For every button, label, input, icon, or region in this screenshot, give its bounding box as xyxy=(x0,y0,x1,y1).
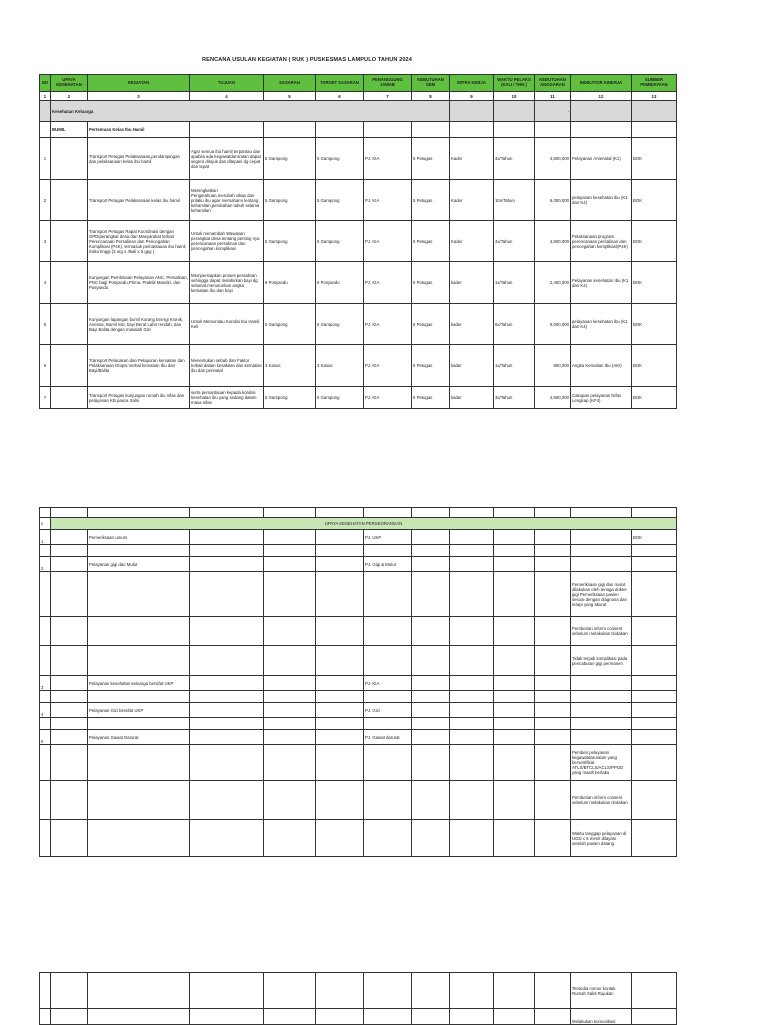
subsection-row xyxy=(40,122,677,138)
col-number: 7 xyxy=(364,92,412,101)
col-number: 5 xyxy=(264,92,316,101)
row-anggaran: 4,500,000 xyxy=(535,387,571,409)
table-row xyxy=(40,262,677,304)
row-pj: PJ. Gawat darurat xyxy=(364,730,412,745)
row-target: 5 Gampong xyxy=(316,180,364,221)
ukp-section-no: II xyxy=(40,518,51,530)
row-sasaran: 8 Posyandu xyxy=(264,262,316,304)
row-target: 5 Gampong xyxy=(316,387,364,409)
row-sumber: BOK xyxy=(632,138,677,180)
table-row xyxy=(40,304,677,345)
section-row xyxy=(40,101,677,122)
header-pj: PENANGGUNG JAWAB xyxy=(364,75,412,92)
row-target: 3 Kasus xyxy=(316,345,364,387)
row-anggaran: 6,000,000 xyxy=(535,180,571,221)
row-mitra: kader xyxy=(450,345,494,387)
row-mitra: kader xyxy=(450,304,494,345)
row-sdm: 5 Petugas xyxy=(412,387,450,409)
header-sumber: SUMBER PEMBIAYAAN xyxy=(632,75,677,92)
header-indikator: INDIKATOR KINERJA xyxy=(571,75,632,92)
ruk-main-table xyxy=(39,74,677,409)
header-sdm: KEBUTUHAN SDM xyxy=(412,75,450,92)
indicator-text: Pemberian inform consent sebelum melakukan tindakan xyxy=(571,781,632,820)
row-indikator: Pelaksanaan program perencanaan persalinan dan pencegahan komplikasi(P4K) xyxy=(571,221,632,262)
row-no: 1 xyxy=(40,138,51,180)
row-sasaran: 3 Kasus xyxy=(264,345,316,387)
row-target: 5 Gampong xyxy=(316,138,364,180)
row-sumber: BOK xyxy=(632,304,677,345)
col-number: 8 xyxy=(412,92,450,101)
row-indikator: Pelayanan kesehatan Ibu (K1 dan K4) xyxy=(571,262,632,304)
row-kegiatan: Pelayanan Gizi bersifat UKP xyxy=(88,703,190,718)
row-sdm: 5 Petugas xyxy=(412,138,450,180)
row-no: 4 xyxy=(40,703,51,718)
col-number: 2 xyxy=(51,92,88,101)
row-no: 5 xyxy=(40,730,51,745)
header-mitra: MITRA KERJA xyxy=(450,75,494,92)
row-pj: PJ. KIA xyxy=(364,221,412,262)
header-row xyxy=(40,75,677,92)
row-mitra: Kader xyxy=(450,138,494,180)
row-indikator: Pelayanan Antenatal (K1) xyxy=(571,138,632,180)
row-waktu: 10x/Tahun xyxy=(494,180,535,221)
header-target: TARGET SASARAN xyxy=(316,75,364,92)
row-waktu: 3x/Tahun xyxy=(494,387,535,409)
row-anggaran: 2,400,000 xyxy=(535,262,571,304)
row-kegiatan: Pelayanan kesehatan keluarga bersifat UKP xyxy=(88,676,190,691)
header-anggaran: KEBUTUHAN ANGGARAN xyxy=(535,75,571,92)
table-row xyxy=(40,138,677,180)
row-kegiatan: Pelayanan gigi dan Mulut xyxy=(88,557,190,572)
row-no: 6 xyxy=(40,345,51,387)
row-pj: PJ. KIA xyxy=(364,262,412,304)
header-upaya: UPAYA KESEHATAN xyxy=(51,75,88,92)
row-mitra: Kader xyxy=(450,221,494,262)
section-label: Kesehatan Keluarga xyxy=(51,101,450,122)
row-sumber: BOK xyxy=(632,180,677,221)
row-pj: PJ. KIA xyxy=(364,345,412,387)
row-pj: PJ. KIA xyxy=(364,387,412,409)
row-pj: PJ. KIA xyxy=(364,304,412,345)
row-sdm: 5 Petugas xyxy=(412,345,450,387)
subsection-label: Pertemuan Kelas Ibu Hamil xyxy=(88,122,190,138)
row-target: 5 Gampong xyxy=(316,221,364,262)
table-row xyxy=(40,730,677,745)
header-waktu: WAKTU PELAKS (KALI / THN ) xyxy=(494,75,535,92)
row-waktu: 1x/Tahun xyxy=(494,262,535,304)
row-waktu: 6x/Tahun xyxy=(494,304,535,345)
row-anggaran: 900,000 xyxy=(535,345,571,387)
continuation-table xyxy=(39,972,677,1025)
row-tujuan: Menentukan sebab dan Faktor terkait dalam kesakitan dan kematian ibu dan perinatal xyxy=(190,345,264,387)
subsection-code: BUMIL xyxy=(51,122,88,138)
row-tujuan: Mempersiapkan proses persalinan sehingga dapat melahirkan bayi dg selamat,menurunkan angka kematian ibu dan bayi xyxy=(190,262,264,304)
indicator-text: Pemeriksaan gigi dan mulut dilakukan oleh tenaga dokter gigi Pemeriksaan pasien sesuai dengan diagnosa dan terapi yang akurat xyxy=(571,572,632,617)
row-anggaran: 4,500,000 xyxy=(535,138,571,180)
section-dash: - xyxy=(535,101,571,122)
row-indikator: Cakupan pelayanan Nifas Lengkap (KF4) xyxy=(571,387,632,409)
row-sumber: BOK xyxy=(632,387,677,409)
row-sasaran: 5 Gampong xyxy=(264,304,316,345)
row-sasaran: 5 Gampong xyxy=(264,138,316,180)
col-number: 9 xyxy=(450,92,494,101)
row-anggaran: 9,000,000 xyxy=(535,304,571,345)
row-sasaran: 5 Gampong xyxy=(264,180,316,221)
table-row xyxy=(40,676,677,691)
row-target: 5 Gampong xyxy=(316,304,364,345)
col-number: 6 xyxy=(316,92,364,101)
row-indikator: Angka Kematian Ibu (AKI) xyxy=(571,345,632,387)
row-no: 2 xyxy=(40,180,51,221)
row-tujuan: serta pemantauan kepada kondisi kesehatan ibu yang sedang dalam masa nifas xyxy=(190,387,264,409)
row-mitra: kader xyxy=(450,262,494,304)
row-kegiatan: Kunjungan lapangan bumil Kurang Energi Kronik, Anemia, Bumil risti, bayi Berat Lahir rendah, dan Bayi Balita dengan masalah Gizi xyxy=(88,304,190,345)
row-no: 1 xyxy=(40,530,51,545)
row-no: 4 xyxy=(40,262,51,304)
row-pj: PJ. Gigi & Mulut xyxy=(364,557,412,572)
row-waktu: 3x/Tahun xyxy=(494,138,535,180)
row-pj: PJ. UKP xyxy=(364,530,412,545)
row-kegiatan: Kunjungan Pembinaan Pelayanan ANC, Persalinan, PNC bagi Posyandu,Prima, Praktik Mandiri, dan Posyandu xyxy=(88,262,190,304)
row-indikator: pelayanan kesehatan ibu (K1 dan K4) xyxy=(571,180,632,221)
indicator-text: Pemberian inform consent sebelum melakukan tindakan xyxy=(571,617,632,646)
row-no: 5 xyxy=(40,304,51,345)
table-row xyxy=(40,557,677,572)
row-sdm: 5 Petugas xyxy=(412,180,450,221)
row-sdm: 5 Petugas xyxy=(412,304,450,345)
indicator-text: Pemberi pelayanan kegawatdaruratan yang bersertifikat ATLS/BTCLS/ACLS/PPGD yang masih berlaku xyxy=(571,745,632,781)
row-sumber: BOK xyxy=(632,221,677,262)
header-no: NO xyxy=(40,75,51,92)
col-number: 12 xyxy=(571,92,632,101)
row-sdm: 5 Petugas xyxy=(412,221,450,262)
header-kegiatan: KEGIATAN xyxy=(88,75,190,92)
document-title: RENCANA USULAN KEGIATAN ( RUK ) PUSKESMAS LAMPULO TAHUN 2024 xyxy=(202,57,412,63)
row-mitra: kader xyxy=(450,387,494,409)
indicator-text: Tidak terjadi komplikasi pada pencabutan gigi permanen xyxy=(571,646,632,676)
row-pj: PJ. KIA xyxy=(364,138,412,180)
table-row xyxy=(40,180,677,221)
row-anggaran: 4,500,000 xyxy=(535,221,571,262)
col-number: 1 xyxy=(40,92,51,101)
table-row xyxy=(40,703,677,718)
row-kegiatan: Transport Petugas kunjungan rumah ibu nifas dan pelayanan KB pasca Salin xyxy=(88,387,190,409)
row-sdm: 5 Petugas xyxy=(412,262,450,304)
row-tujuan: Untuk Memonitau Kondisi Ibu Hamil Kek xyxy=(190,304,264,345)
col-number: 3 xyxy=(88,92,190,101)
column-number-row xyxy=(40,92,677,101)
row-target: 8 Posyandu xyxy=(316,262,364,304)
table-row xyxy=(40,221,677,262)
row-kegiatan: Pemeriksaan umum xyxy=(88,530,190,545)
row-indikator: pelayanan kesehatan ibu (K1 dan K4) xyxy=(571,304,632,345)
indicator-text: Melakukan komunikasi xyxy=(571,1009,632,1025)
row-no: 7 xyxy=(40,387,51,409)
row-kegiatan: Transport Petugas Pelaksanaan,pendampingan dan pelaksanaan kelas ibu hamil xyxy=(88,138,190,180)
col-number: 4 xyxy=(190,92,264,101)
table-row xyxy=(40,387,677,409)
row-kegiatan: Transport Petugas Rapat Koordinasi dengan OPD/perangkat desa dan Masyarakat terkait Perencanaan Persalinan dan Pencegahan Komplikasi (P4K), termasuk pemantauan ibu hamil risiko tinggi (3 org x 3kali x 5 gpg ) xyxy=(88,221,190,262)
header-sasaran: SASARAN xyxy=(264,75,316,92)
row-pj: PJ. KIA xyxy=(364,676,412,691)
col-number: 10 xyxy=(494,92,535,101)
row-waktu: 1x/Tahun xyxy=(494,345,535,387)
header-tujuan: TUJUAN xyxy=(190,75,264,92)
row-pj: PJ. Gizi xyxy=(364,703,412,718)
row-no: 2 xyxy=(40,557,51,572)
row-tujuan: Meningkatkan Pengetahuan,merubah sikap dan prilaku ibu agar memahami tentang kehamilan,perubahan tubuh selama kehamilan xyxy=(190,180,264,221)
row-kegiatan: Transport Petugas Pelaksanaan kelas ibu hamil xyxy=(88,180,190,221)
row-sasaran: 5 Gampong xyxy=(264,221,316,262)
row-kegiatan: Transport Pelacakan dan Pelaporan kematian dan Pelaksanaan Otopsi Verbal kematian Ibu dan Bayi/Balita xyxy=(88,345,190,387)
ukp-section-label: UPAYA KESEHATAN PERSEORANGAN xyxy=(51,518,677,530)
row-waktu: 3x/Tahun xyxy=(494,221,535,262)
row-sumber: BOK xyxy=(632,530,677,545)
table-row xyxy=(40,345,677,387)
table-row xyxy=(40,530,677,545)
row-sasaran: 5 Gampong xyxy=(264,387,316,409)
row-kegiatan: Pelayanan Gawat Darurat xyxy=(88,730,190,745)
row-tujuan: Untuk menambah Wawasan perangkat desa tentang penting nya perencanaan persalinan dan pencegahan komplikasi xyxy=(190,221,264,262)
indicator-text: Tersedia nomor kontak Rumah Sakit Rujukan xyxy=(571,973,632,1009)
row-sumber: BOK xyxy=(632,262,677,304)
row-no: 3 xyxy=(40,221,51,262)
row-mitra: Kader xyxy=(450,180,494,221)
col-number: 13 xyxy=(632,92,677,101)
row-tujuan: Agar semua ibu hamil terpantau dan apabila ada kegawatdaruratan dapat segera ditujuk dan ditepani dg cepat dan tepat xyxy=(190,138,264,180)
ukp-table xyxy=(39,507,677,857)
row-sumber: BOK xyxy=(632,345,677,387)
ukp-section-row xyxy=(40,518,677,530)
row-no: 3 xyxy=(40,676,51,691)
indicator-text: Waktu tanggap pelayanan di UGD ≤ 5 menit dilayani setelah pasien datang xyxy=(571,820,632,857)
row-pj: PJ. KIA xyxy=(364,180,412,221)
col-number: 11 xyxy=(535,92,571,101)
